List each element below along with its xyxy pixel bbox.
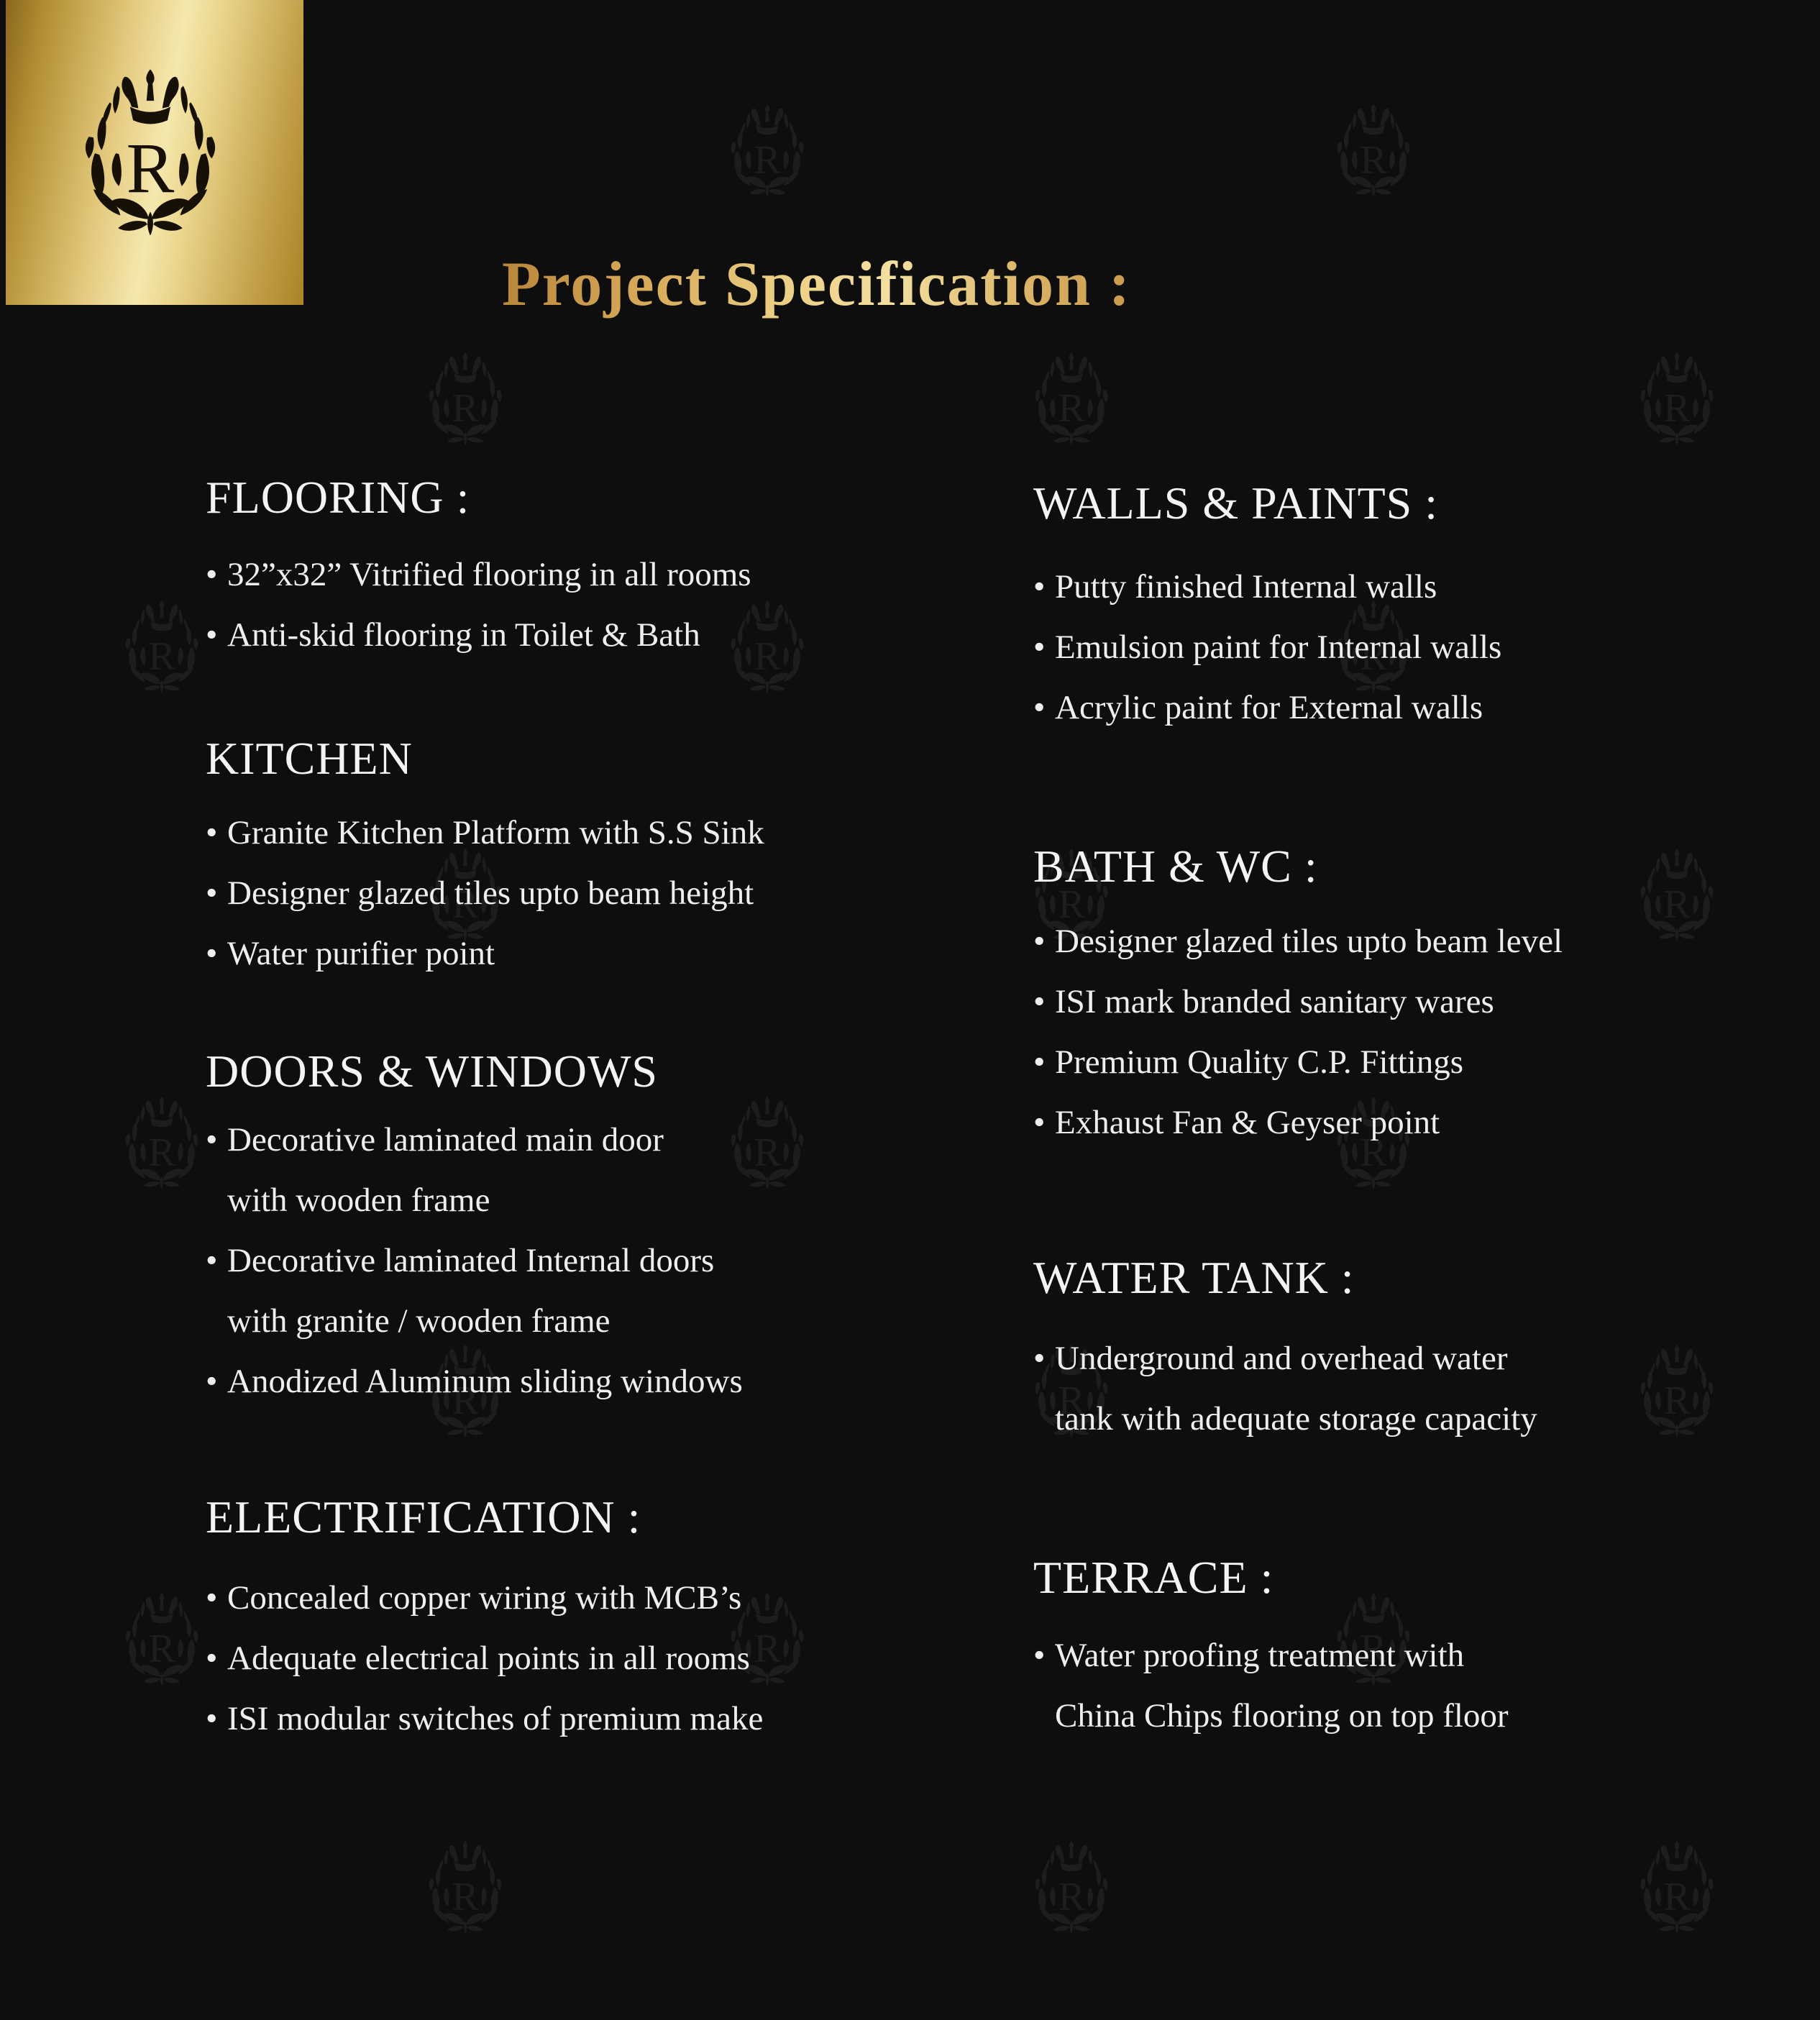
spec-line — [1033, 617, 1501, 677]
spec-text: with wooden frame — [227, 1182, 490, 1219]
bullet-marker: • — [1033, 1637, 1046, 1674]
crest-watermark-icon — [415, 1837, 516, 1937]
section-heading: KITCHEN — [206, 733, 413, 784]
spec-text: ISI modular switches of premium make — [227, 1700, 764, 1737]
spec-line — [206, 1628, 763, 1688]
spec-line — [1033, 1032, 1563, 1092]
spec-text: Decorative laminated Internal doors — [227, 1242, 715, 1279]
bullet-marker: • — [206, 874, 218, 912]
spec-line — [206, 1230, 743, 1291]
bullet-marker: • — [206, 556, 218, 593]
bullet-marker: • — [1033, 1043, 1046, 1081]
spec-text: Designer glazed tiles upto beam height — [227, 874, 754, 912]
crest-watermark-icon — [111, 1093, 212, 1192]
spec-text: Anti-skid flooring in Toilet & Bath — [227, 616, 700, 654]
bullet-marker: • — [206, 1242, 218, 1279]
bullet-marker: • — [1033, 629, 1046, 666]
spec-line — [1033, 1625, 1509, 1686]
bullet-marker: • — [206, 814, 218, 851]
section-heading: DOORS & WINDOWS — [206, 1046, 658, 1097]
spec-text: 32”x32” Vitrified flooring in all rooms — [227, 556, 751, 593]
bullet-marker: • — [206, 1700, 218, 1737]
page-title: Project Specification : — [502, 250, 1132, 319]
bullet-marker: • — [1033, 1104, 1046, 1141]
bullet-marker: • — [1033, 983, 1046, 1020]
spec-text: Anodized Aluminum sliding windows — [227, 1363, 743, 1400]
spec-line — [206, 1110, 743, 1170]
bullet-marker: • — [206, 1640, 218, 1677]
section-heading: TERRACE : — [1033, 1552, 1274, 1603]
section-water-tank — [1033, 1251, 1537, 1449]
bullet-marker: • — [206, 616, 218, 654]
section-flooring — [206, 471, 751, 665]
spec-line — [1033, 557, 1501, 617]
spec-text: Premium Quality C.P. Fittings — [1055, 1043, 1463, 1081]
section-heading: BATH & WC : — [1033, 841, 1318, 892]
section-heading: ELECTRIFICATION : — [206, 1491, 641, 1543]
brand-logo-plate — [6, 0, 303, 305]
spec-line — [206, 605, 751, 665]
spec-text: Concealed copper wiring with MCB’s — [227, 1579, 742, 1617]
spec-line — [206, 544, 751, 605]
bullet-marker: • — [1033, 1340, 1046, 1377]
spec-text: Putty finished Internal walls — [1055, 568, 1437, 605]
brand-crest-icon — [60, 63, 240, 240]
spec-line-continuation — [206, 1170, 743, 1230]
spec-text: Water purifier point — [227, 935, 495, 972]
spec-text: China Chips flooring on top floor — [1055, 1697, 1509, 1735]
bullet-marker: • — [206, 1363, 218, 1400]
spec-text: Emulsion paint for Internal walls — [1055, 629, 1502, 666]
crest-watermark-icon — [1323, 101, 1424, 200]
crest-watermark-icon — [1627, 845, 1727, 944]
spec-text: Exhaust Fan & Geyser point — [1055, 1104, 1440, 1141]
bullet-marker: • — [206, 1579, 218, 1617]
crest-watermark-icon — [111, 597, 212, 696]
section-electrification — [206, 1491, 763, 1749]
spec-text: with granite / wooden frame — [227, 1302, 611, 1340]
spec-line — [1033, 972, 1563, 1032]
spec-line-continuation — [1033, 1389, 1537, 1449]
spec-line — [206, 1351, 743, 1412]
section-walls-paints — [1033, 477, 1501, 738]
crest-watermark-icon — [1021, 349, 1122, 448]
crest-watermark-icon — [1627, 1341, 1727, 1440]
spec-text: Designer glazed tiles upto beam level — [1055, 923, 1563, 960]
spec-line-continuation — [206, 1291, 743, 1351]
spec-text: ISI mark branded sanitary wares — [1055, 983, 1494, 1020]
crest-watermark-icon — [111, 1589, 212, 1688]
spec-text: Granite Kitchen Platform with S.S Sink — [227, 814, 764, 851]
bullet-marker: • — [206, 1121, 218, 1158]
spec-text: tank with adequate storage capacity — [1055, 1400, 1537, 1438]
spec-line — [1033, 677, 1501, 738]
section-doors-windows — [206, 1045, 743, 1412]
bullet-marker: • — [1033, 689, 1046, 726]
section-heading: WALLS & PAINTS : — [1033, 477, 1439, 529]
section-bath-wc — [1033, 840, 1563, 1153]
spec-line — [206, 1568, 763, 1628]
bullet-marker: • — [1033, 568, 1046, 605]
bullet-marker: • — [1033, 923, 1046, 960]
spec-text: Underground and overhead water — [1055, 1340, 1508, 1377]
crest-watermark-icon — [1627, 349, 1727, 448]
spec-line — [206, 923, 764, 984]
section-heading: WATER TANK : — [1033, 1252, 1355, 1303]
spec-text: Adequate electrical points in all rooms — [227, 1640, 750, 1677]
section-heading: FLOORING : — [206, 472, 470, 523]
spec-line — [1033, 1328, 1537, 1389]
spec-text: Water proofing treatment with — [1055, 1637, 1465, 1674]
spec-line — [206, 863, 764, 923]
section-terrace — [1033, 1551, 1509, 1746]
crest-watermark-icon — [415, 349, 516, 448]
spec-line — [1033, 911, 1563, 972]
spec-line — [1033, 1092, 1563, 1153]
section-kitchen — [206, 732, 764, 984]
spec-line — [206, 1688, 763, 1749]
crest-watermark-icon — [1627, 1837, 1727, 1937]
spec-text: Decorative laminated main door — [227, 1121, 664, 1158]
spec-text: Acrylic paint for External walls — [1055, 689, 1483, 726]
crest-watermark-icon — [1021, 1837, 1122, 1937]
spec-line — [206, 803, 764, 863]
crest-watermark-icon — [717, 101, 818, 200]
spec-line-continuation — [1033, 1686, 1509, 1746]
bullet-marker: • — [206, 935, 218, 972]
